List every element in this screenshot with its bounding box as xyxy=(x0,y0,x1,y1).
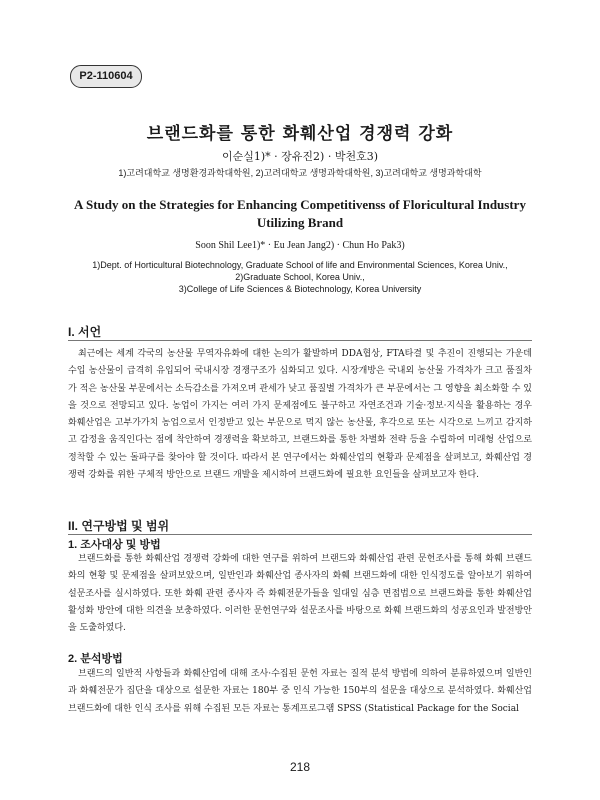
paper-code-badge: P2-110604 xyxy=(70,65,142,88)
section-divider xyxy=(68,340,532,341)
affiliation-line: 3)College of Life Sciences & Biotechnology, Korea University xyxy=(178,284,422,294)
affiliation-line: 1)Dept. of Horticultural Biotechnology, Graduate School of life and Environmental Sciences, Korea Univ., xyxy=(92,260,508,270)
analysis-paragraph: 브랜드의 일반적 사항들과 화훼산업에 대해 조사·수집된 문헌 자료는 질적 분석 방법에 의하여 분류하였으며 일반인과 화훼전문가 집단을 대상으로 설문한 자료는 180부 중 인식 가능한 150부의 설문을 대상으로 분석하였다. 화훼산업 브랜드화에 대한 인식 조사를 위해 수집된 모든 자료는 통계프로그램 SPSS (Statistical Package for the Social xyxy=(68,669,532,714)
affiliations-english xyxy=(0,259,600,295)
section-heading-methods: II. 연구방법 및 범위 xyxy=(68,519,170,533)
introduction-paragraph: 최근에는 세계 각국의 농산물 무역자유화에 대한 논의가 활발하며 DDA협상, FTA타결 및 추진이 진행되는 가운데 수입 농산물이 급격히 유입되어 국내시장 경쟁구조가 심화되고 있다. 시장개방은 국내외 농산물 가격차가 크고 품질차가 적은 농산물 부문에서는 소득감소를 가져오며 관세가 낮고 품질별 가격차가 큰 부문에서는 그 영향을 최소화할 수 있을 것으로 전망되고 있다. 농업이 가지는 여러 가지 문제점에도 불구하고 자연조건과 기술·정보·지식을 활용하는 경우 화훼산업은 고부가가치 농업으로서 인정받고 있는 부문으로 먹지 않는 농산물, 후각으로 또는 시각으로 느끼고 감지하고 감정을 움직인다는 점에 착안하여 경쟁력을 확보하고, 브랜드화를 통한 차별화 전략 등을 수립하여 미래형 산업으로 정착할 수 있는 돌파구를 찾아야 할 것이다. 따라서 본 연구에서는 화훼산업의 현황과 문제점을 살펴보고, 화훼산업 경쟁력 강화를 위한 구체적 방안으로 브랜드 개발을 제시하여 브랜드화에 필요한 요인들을 살펴보고자 한다. xyxy=(68,349,532,481)
section-divider xyxy=(68,534,532,535)
authors-english: Soon Shil Lee1)* · Eu Jean Jang2) · Chun Ho Pak3) xyxy=(195,240,405,251)
subsection-heading-subjects: 1. 조사대상 및 방법 xyxy=(68,539,161,551)
subsection-heading-analysis: 2. 분석방법 xyxy=(68,653,123,665)
title-korean: 브랜드화를 통한 화훼산업 경쟁력 강화 xyxy=(146,124,454,144)
title-english: A Study on the Strategies for Enhancing Competitivenss of Floricultural Industry Utilizing Brand xyxy=(74,197,526,230)
subjects-paragraph: 브랜드화를 통한 화훼산업 경쟁력 강화에 대한 연구를 위하여 브랜드와 화훼산업 관련 문헌조사를 통해 화훼 브랜드화의 현황 및 문제점을 살펴보았으며, 일반인과 화훼산업 종사자의 화훼 브랜드화에 대한 인식정도를 알아보기 위하여 설문조사를 실시하였다. 또한 화훼 관련 종사자 즉 화훼전문가들을 일대일 심층 면접법으로 브랜드화를 통한 화훼산업 활성화 방안에 대한 의견을 보충하였다. 이러한 문헌연구와 설문조사를 바탕으로 화훼 브랜드화의 성공요인과 발전방안을 도출하였다. xyxy=(68,554,532,634)
authors-korean: 이순실1)* · 장유진2) · 박천호3) xyxy=(222,150,378,163)
affiliation-line: 2)Graduate School, Korea Univ., xyxy=(235,272,365,282)
affiliations-korean: 1)고려대학교 생명환경과학대학원, 2)고려대학교 생명과학대학원, 3)고려대학교 생명과학대학 xyxy=(118,168,482,178)
section-heading-introduction: I. 서언 xyxy=(68,325,102,339)
page-number: 218 xyxy=(289,760,311,774)
